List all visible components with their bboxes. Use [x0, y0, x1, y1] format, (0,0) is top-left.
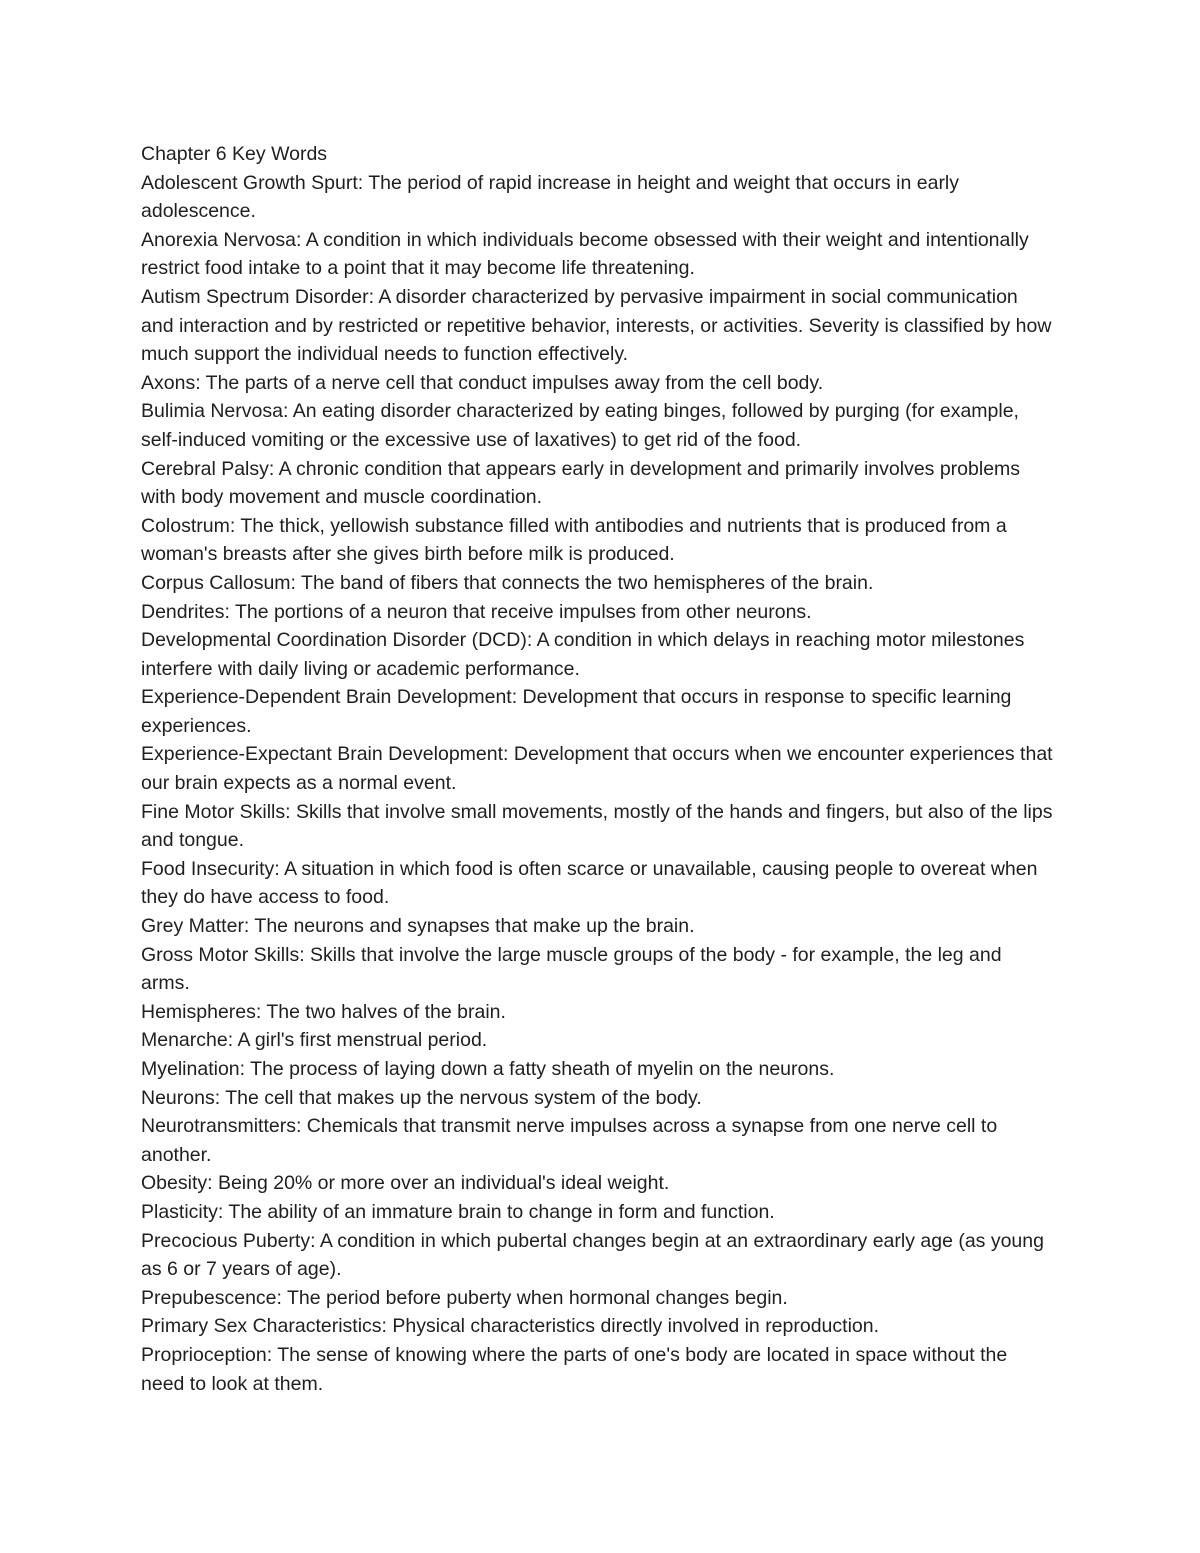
definition-entry: Prepubescence: The period before puberty when hormonal changes begin.	[141, 1286, 788, 1309]
definition-entry: Proprioception: The sense of knowing where the parts of one's body are located in space without the need to look at them.	[141, 1343, 1008, 1395]
definition-entry: Fine Motor Skills: Skills that involve small movements, mostly of the hands and fingers, but also of the lips and tongue.	[141, 800, 1053, 852]
definition-entry: Cerebral Palsy: A chronic condition that appears early in development and primarily involves problems with body movement and muscle coordination.	[141, 457, 1021, 509]
definition-entry: Axons: The parts of a nerve cell that conduct impulses away from the cell body.	[141, 371, 824, 394]
definition-entry: Colostrum: The thick, yellowish substance filled with antibodies and nutrients that is produced from a woman's breasts after she gives birth before milk is produced.	[141, 514, 1007, 566]
definition-entry: Menarche: A girl's first menstrual period.	[141, 1029, 488, 1052]
definition-entry: Obesity: Being 20% or more over an individual's ideal weight.	[141, 1172, 670, 1195]
definition-entry: Adolescent Growth Spurt: The period of rapid increase in height and weight that occurs in early adolescence.	[141, 171, 960, 223]
definition-entry: Neurotransmitters: Chemicals that transmit nerve impulses across a synapse from one nerve cell to another.	[141, 1115, 998, 1166]
definition-entry: Experience-Dependent Brain Development: Development that occurs in response to specific learning experiences.	[141, 686, 1012, 737]
definition-entry: Developmental Coordination Disorder (DCD): A condition in which delays in reaching motor milestones interfere with daily living or academic performance.	[141, 629, 1025, 680]
definition-entry: Precocious Puberty: A condition in which pubertal changes begin at an extraordinary early age (as young as 6 or 7 years of age).	[141, 1229, 1044, 1281]
document-body	[141, 140, 1053, 1398]
definition-entry: Dendrites: The portions of a neuron that receive impulses from other neurons.	[141, 600, 812, 623]
definition-entry: Grey Matter: The neurons and synapses that make up the brain.	[141, 915, 695, 938]
definition-entry: Hemispheres: The two halves of the brain.	[141, 1000, 506, 1023]
definition-entry: Myelination: The process of laying down a fatty sheath of myelin on the neurons.	[141, 1058, 835, 1080]
definition-entry: Autism Spectrum Disorder: A disorder characterized by pervasive impairment in social communication and interaction and by restricted or repetitive behavior, interests, or activities. Severity is classified by how much support the individual needs to function effectively.	[141, 285, 1052, 366]
definition-entry: Food Insecurity: A situation in which food is often scarce or unavailable, causing people to overeat when they do have access to food.	[141, 857, 1038, 909]
definition-entry: Gross Motor Skills: Skills that involve the large muscle groups of the body - for example, the leg and arms.	[141, 943, 1002, 995]
definition-entry: Corpus Callosum: The band of fibers that connects the two hemispheres of the brain.	[141, 571, 874, 594]
page-title: Chapter 6 Key Words	[141, 143, 328, 165]
definition-entry: Experience-Expectant Brain Development: Development that occurs when we encounter experiences that our brain expects as a normal event.	[141, 743, 1053, 795]
definition-entry: Anorexia Nervosa: A condition in which individuals become obsessed with their weight and intentionally restrict food intake to a point that it may become life threatening.	[141, 228, 1029, 280]
definition-entry: Neurons: The cell that makes up the nervous system of the body.	[141, 1086, 702, 1109]
definition-entry: Bulimia Nervosa: An eating disorder characterized by eating binges, followed by purging (for example, self-induced vomiting or the excessive use of laxatives) to get rid of the food.	[141, 400, 1019, 451]
definition-entry: Primary Sex Characteristics: Physical characteristics directly involved in reproduction.	[141, 1315, 880, 1338]
definition-entry: Plasticity: The ability of an immature brain to change in form and function.	[141, 1200, 775, 1223]
